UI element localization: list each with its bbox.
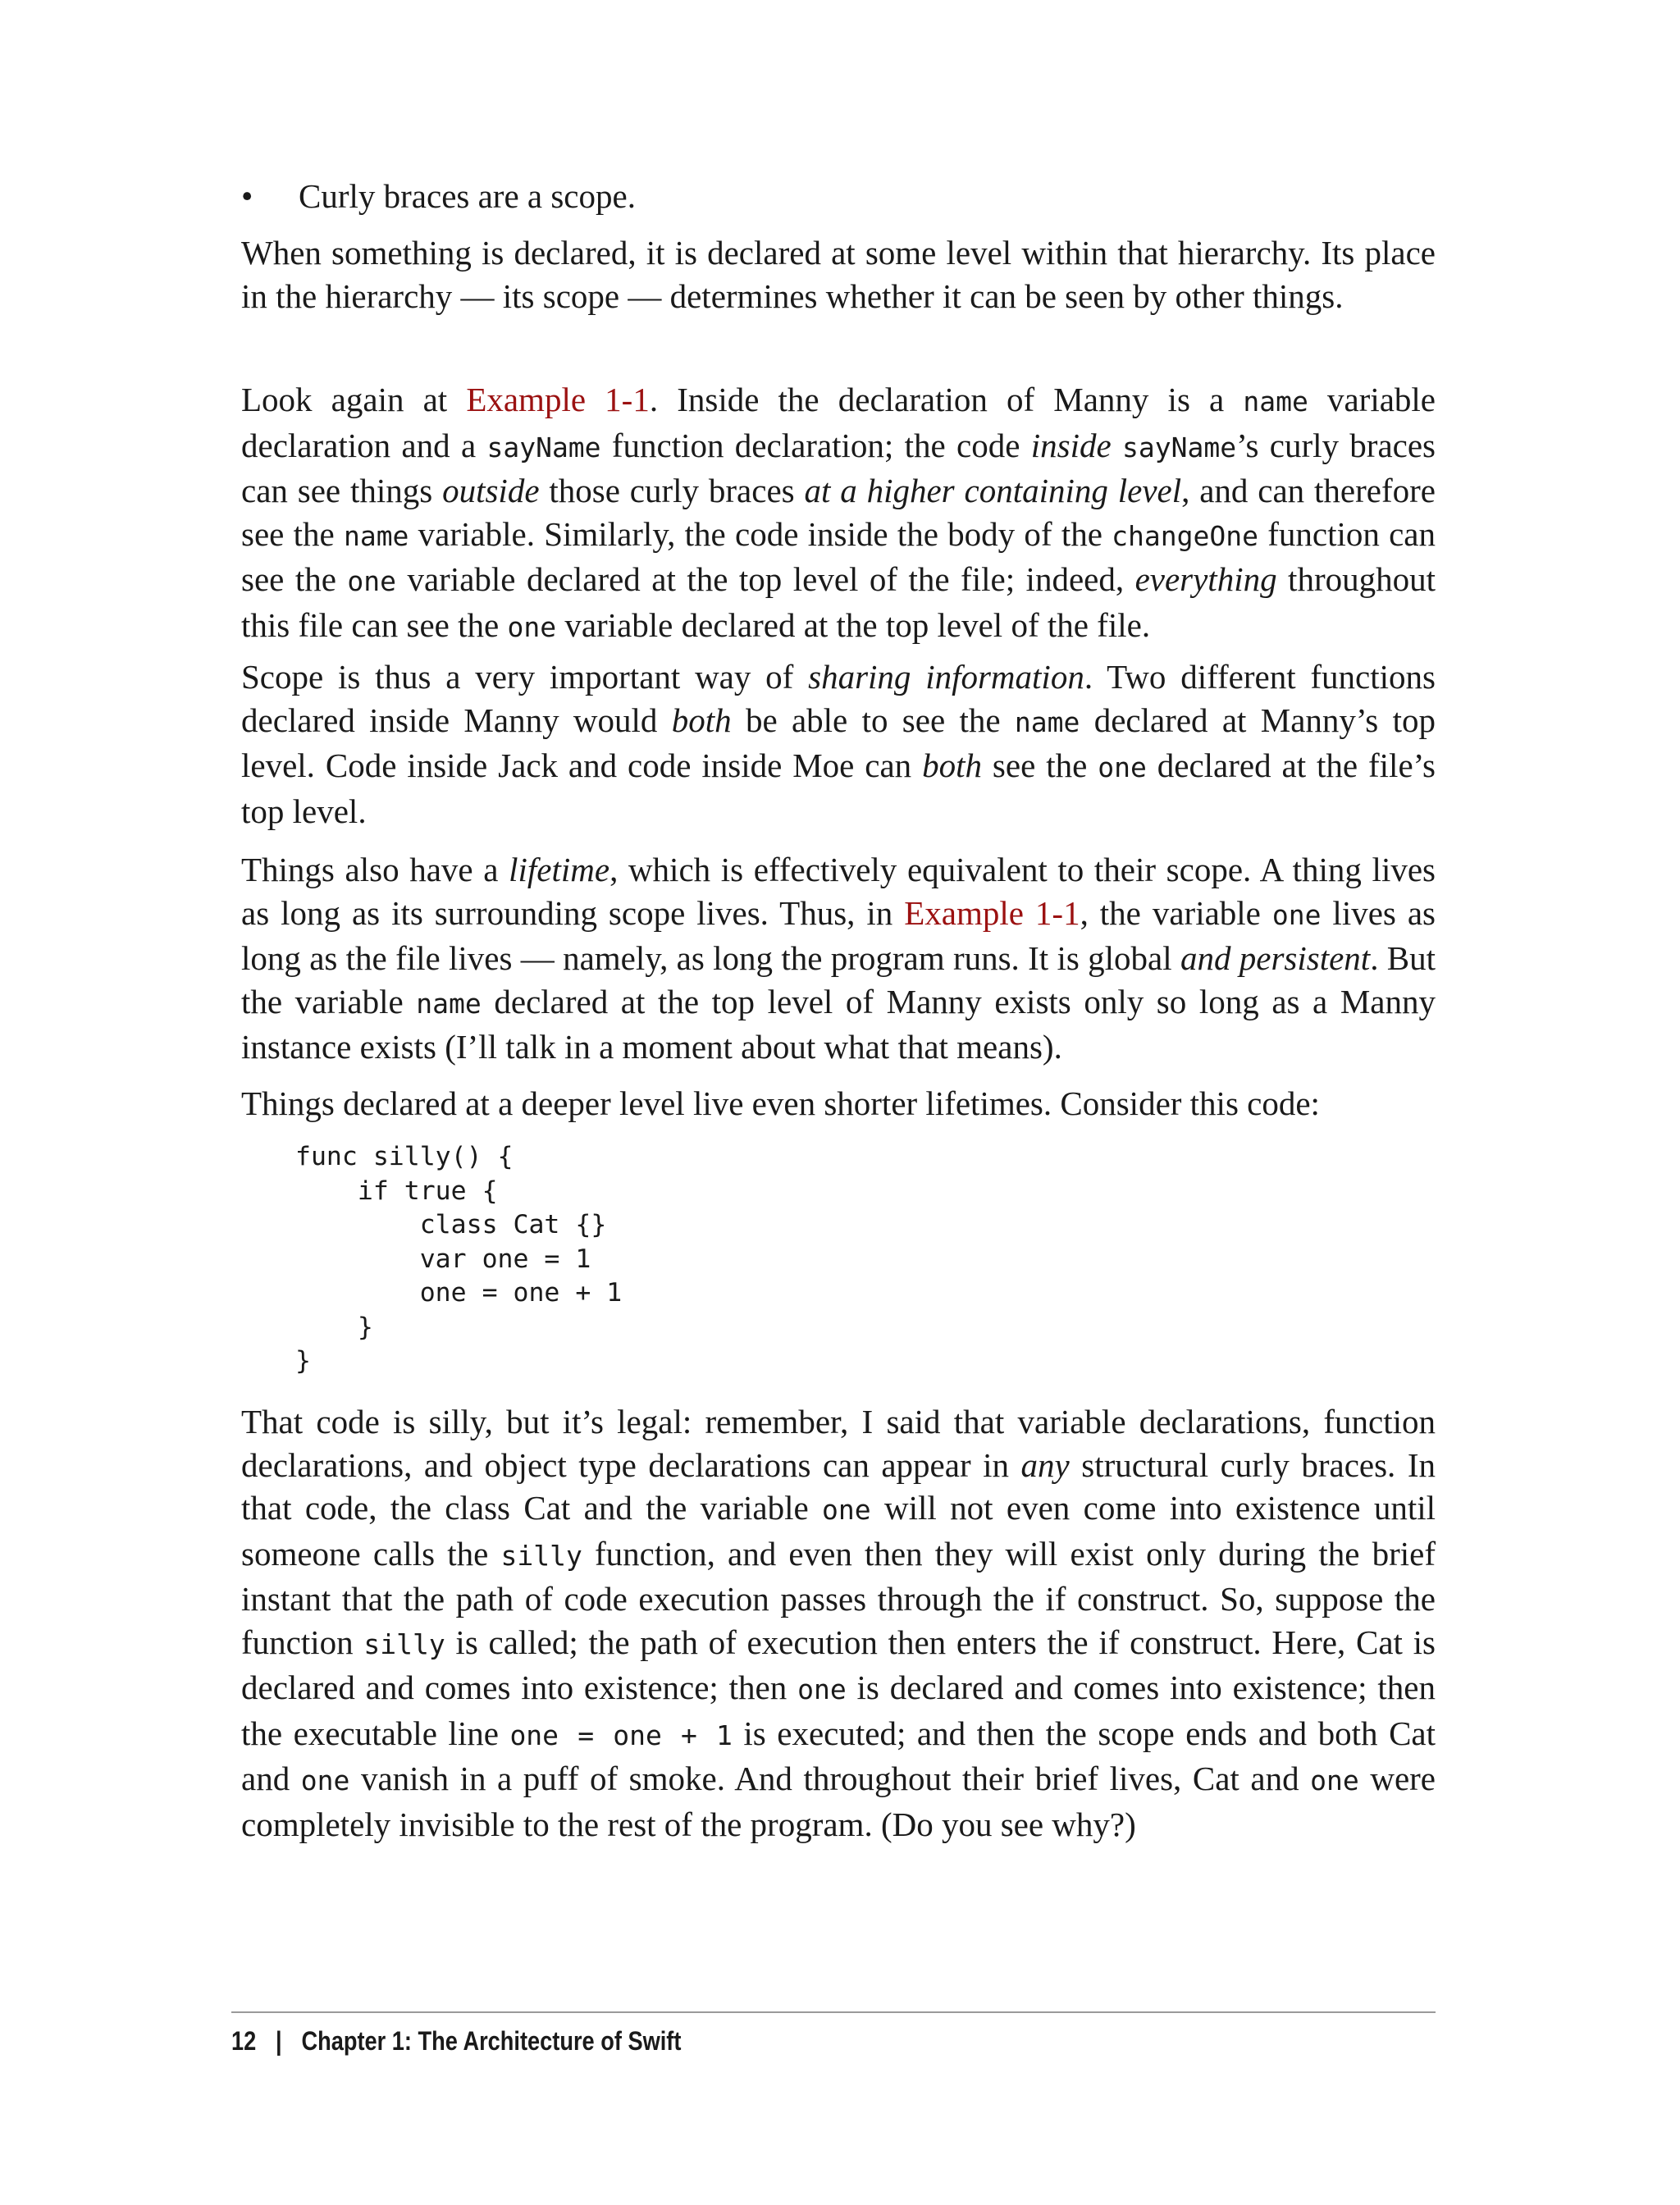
text-run: be able to see the	[731, 701, 1015, 739]
text-run: declared at the top level of Manny exists only so long as a Manny instance exists (I’ll talk in a moment about what that means).	[241, 982, 1436, 1066]
text-run: will not even come into existence until someone calls the	[241, 1489, 1436, 1573]
paragraph-text: When something is declared, it is declared at some level within that hierarchy. Its place in the hierarchy — its scope — determines whether it can be seen by other things.	[241, 234, 1436, 315]
text-run	[1112, 427, 1122, 464]
inline-code: silly	[500, 1539, 582, 1572]
inline-code: one	[822, 1494, 871, 1526]
text-run: declared at Manny’s top level. Code inside Jack and code inside Moe can	[241, 701, 1436, 784]
text-run: variable declared at the top level of the file; indeed,	[396, 560, 1135, 598]
inline-code: one = one + 1	[509, 1719, 733, 1751]
emphasis: inside	[1030, 426, 1112, 464]
example-link[interactable]: Example 1-1	[466, 381, 650, 418]
inline-code: one	[507, 610, 557, 643]
text-run: vanish in a puff of smoke. And throughout their brief lives, Cat and	[349, 1760, 1311, 1797]
text-run: , the variable	[1080, 893, 1272, 932]
bullet-item	[241, 172, 636, 220]
inline-code: sayName	[486, 431, 601, 463]
inline-code: one	[300, 1764, 350, 1796]
emphasis: sharing information	[808, 658, 1084, 696]
text-run: declared at the file’s top level.	[241, 746, 1436, 830]
emphasis: outside	[442, 472, 540, 509]
paragraph-example-lookup	[241, 378, 1436, 649]
emphasis: both	[671, 701, 732, 739]
text-run: Scope is thus a very important way of	[241, 658, 809, 696]
text-run: function declaration; the code	[600, 426, 1031, 464]
text-run: see the	[982, 746, 1098, 784]
bullet-dot: •	[241, 177, 253, 215]
code-line: var one = 1	[295, 1244, 591, 1274]
text-run: ’s curly braces can see things	[241, 426, 1436, 509]
text-run: lives as long as the file lives — namely, as long the program runs. It is global	[241, 893, 1436, 977]
paragraph-deeper-level	[241, 1082, 1436, 1125]
book-page	[231, 0, 1436, 2205]
emphasis: and persistent	[1180, 939, 1371, 977]
paragraph-scope-sharing	[241, 655, 1436, 833]
text-run: were completely invisible to the rest of the program. (Do you see why?)	[241, 1760, 1436, 1843]
text-run: variable declared at the top level of the file.	[556, 605, 1151, 644]
text-run: variable. Similarly, the code inside the body of the	[409, 514, 1112, 553]
text-run: Things also have a	[241, 851, 509, 888]
emphasis: lifetime	[509, 851, 610, 888]
paragraph-hierarchy	[241, 231, 1436, 317]
code-line: func silly() {	[295, 1142, 514, 1171]
text-run: . But the variable	[241, 939, 1436, 1020]
emphasis: any	[1020, 1445, 1070, 1484]
inline-code: silly	[363, 1628, 445, 1660]
paragraph-silly-explanation	[241, 1400, 1436, 1846]
emphasis: at a higher containing level	[804, 472, 1182, 509]
page-footer	[231, 2023, 681, 2059]
page-number: 12	[231, 2026, 257, 2056]
inline-code: name	[416, 987, 482, 1020]
text-run: . Two different functions declared inside Manny would	[241, 658, 1436, 739]
inline-code: changeOne	[1112, 519, 1258, 552]
text-run: , which is effectively equivalent to their scope. A thing lives as long as its surrounding scope lives. Thus, in	[241, 851, 1436, 932]
emphasis: both	[922, 746, 983, 784]
text-run: function, and even then they will exist only during the brief instant that the path of code execution passes through the if construct. So, suppose the function	[241, 1534, 1436, 1661]
inline-code: one	[1098, 751, 1147, 783]
text-run: Look again at	[241, 381, 467, 418]
inline-code: sayName	[1122, 431, 1237, 463]
text-run: is executed; and then the scope ends and both Cat and	[241, 1714, 1436, 1797]
text-run: structural curly braces. In that code, the class Cat and the variable	[241, 1445, 1436, 1527]
example-link[interactable]: Example 1-1	[904, 893, 1080, 932]
inline-code: one	[797, 1673, 847, 1705]
code-line: }	[295, 1312, 373, 1342]
text-run: . Inside the declaration of Manny is a	[649, 381, 1244, 418]
paragraph-text: Things declared at a deeper level live even shorter lifetimes. Consider this code:	[241, 1084, 1320, 1122]
inline-code: name	[1243, 386, 1308, 418]
text-run: That code is silly, but it’s legal: remember, I said that variable declarations, function declarations, and object type declarations can appear in	[241, 1403, 1436, 1484]
code-line: class Cat {}	[295, 1210, 607, 1239]
code-line: }	[295, 1346, 311, 1376]
chapter-title: Chapter 1: The Architecture of Swift	[301, 2026, 682, 2056]
text-run: function can see the	[241, 514, 1436, 598]
text-run: throughout this file can see the	[241, 560, 1436, 644]
text-run: , and can therefore see the	[241, 472, 1436, 553]
inline-code: one	[1271, 898, 1322, 931]
footer-separator: |	[276, 2026, 282, 2056]
code-line: one = one + 1	[295, 1278, 623, 1308]
inline-code: name	[1014, 705, 1080, 738]
inline-code: one	[347, 565, 396, 597]
bullet-text: Curly braces are a scope.	[299, 177, 636, 215]
paragraph-lifetime	[241, 848, 1436, 1069]
inline-code: name	[343, 519, 409, 552]
text-run: is called; the path of execution then enters the if construct. Here, Cat is declared and comes into existence; then	[241, 1623, 1436, 1706]
text-run: those curly braces	[539, 472, 805, 509]
footer-divider	[231, 2011, 1436, 2013]
emphasis: everything	[1134, 560, 1277, 598]
inline-code: one	[1310, 1764, 1359, 1796]
code-block	[295, 1140, 622, 1379]
code-line: if true {	[295, 1176, 498, 1206]
text-run: is declared and comes into existence; then the executable line	[241, 1669, 1436, 1752]
text-run: variable declaration and a	[241, 381, 1436, 464]
